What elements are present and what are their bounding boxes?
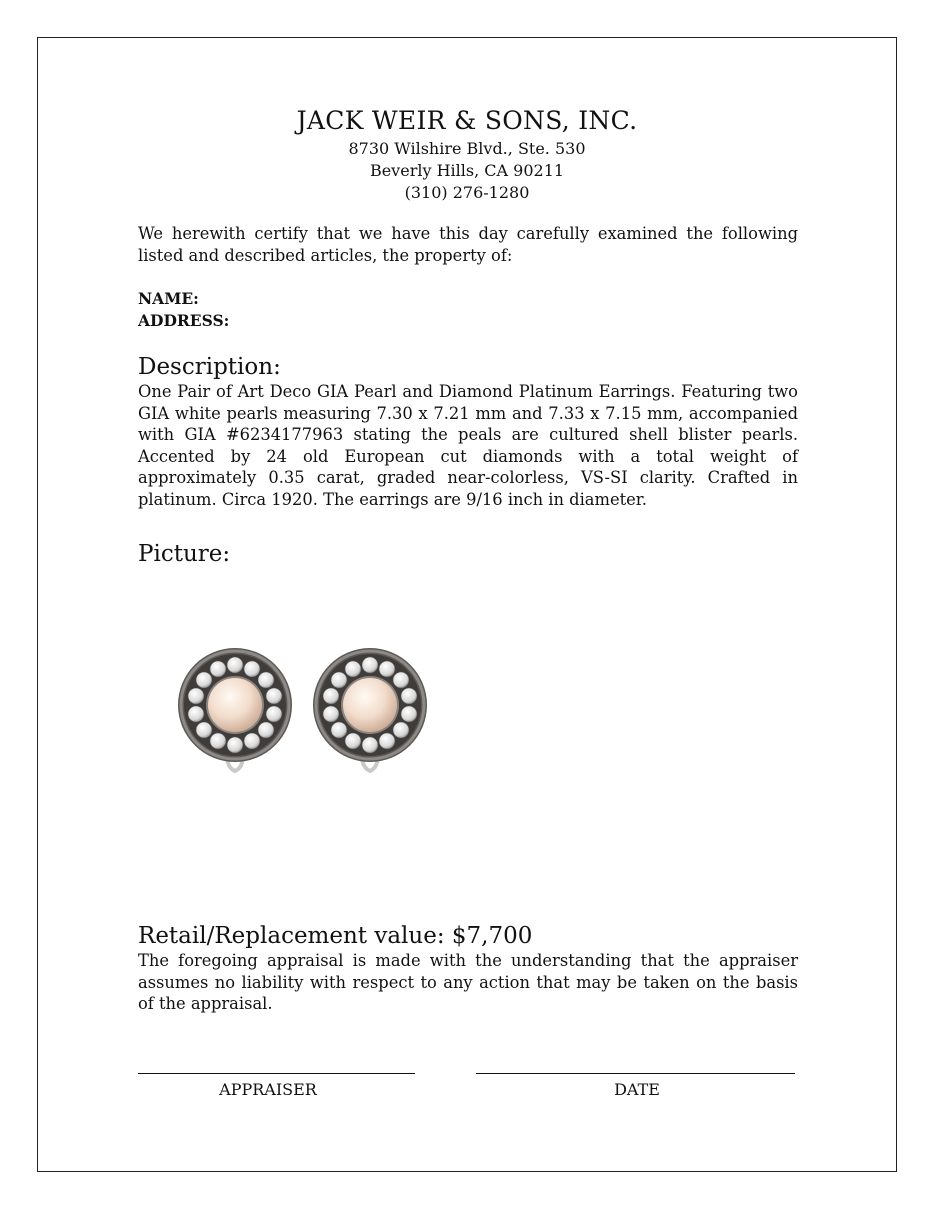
disclaimer-text: The foregoing appraisal is made with the understanding that the appraiser assumes no liability with respect to any action that may be taken on the basis of the appraisal. [138,951,798,1013]
left-earring [178,648,292,771]
certify-statement: We herewith certify that we have this day carefully examined the following listed and described articles, the property of: [138,224,798,265]
description-text: One Pair of Art Deco GIA Pearl and Diamond Platinum Earrings. Featuring two GIA white pearls measuring 7.30 x 7.21 mm and 7.33 x 7.15 mm, accompanied with GIA #6234177963 stating the peals are cultured shell blister pearls. Accented by 24 old European cut diamonds with a total weight of approximately 0.35 carat, graded near-colorless, VS-SI clarity. Crafted in platinum. Circa 1920. The earrings are 9/16 inch in diameter. [138,382,798,509]
date-signature-line [476,1073,795,1074]
right-earring [313,648,427,771]
earrings-image [170,640,440,800]
phone-number: (310) 276-1280 [404,183,530,202]
date-label: DATE [614,1080,660,1099]
description-heading: Description: [138,354,281,380]
name-label: NAME: [138,289,199,308]
appraiser-label: APPRAISER [219,1080,317,1099]
value-heading: Retail/Replacement value: $7,700 [138,923,533,949]
picture-heading: Picture: [138,541,231,567]
company-name: JACK WEIR & SONS, INC. [296,106,638,135]
address-line-2: Beverly Hills, CA 90211 [369,161,565,180]
letterhead [0,104,934,204]
address-label: ADDRESS: [138,311,230,330]
address-line-1: 8730 Wilshire Blvd., Ste. 530 [348,139,586,158]
appraiser-signature-line [138,1073,415,1074]
